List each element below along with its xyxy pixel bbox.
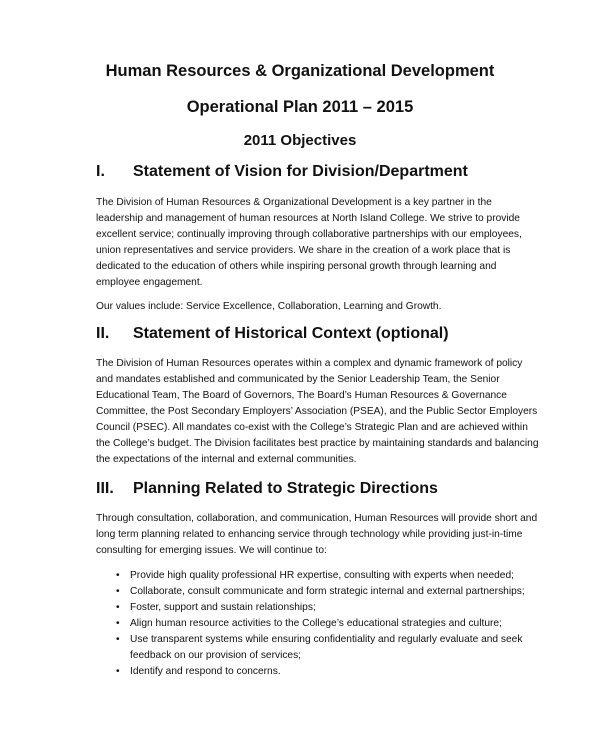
historical-context-paragraph: The Division of Human Resources operates within a complex and dynamic framework of policy and mandates established and communicated by the Senior Leadership Team, the Senior Educational Team, The Board of Governors, The Board’s Human Resources & Governance Committee, the Post Secondary Employers’ Association (PSEA), and the Public Sector Employers Council (PSEC). All mandates co-exist with the College’s Strategic Plan and are achieved within the College’s budget. The Division facilitates best practice by maintaining standards and balancing the expectations of the internal and external communities. xyxy=(96,358,539,465)
section-heading-historical-context xyxy=(96,325,576,343)
section-number: III. xyxy=(96,480,114,497)
list-item: • Provide high quality professional HR expertise, consulting with experts when needed; xyxy=(116,568,556,584)
values-paragraph: Our values include: Service Excellence, Collaboration, Learning and Growth. xyxy=(96,301,442,312)
section-title: Statement of Historical Context (optional) xyxy=(133,325,449,342)
list-item: • Foster, support and sustain relationships; xyxy=(116,600,556,616)
section-heading-strategic-directions xyxy=(96,480,576,498)
list-item: • Collaborate, consult communicate and form strategic internal and external partnerships; xyxy=(116,584,556,600)
document-title-line-1: Human Resources & Organizational Development xyxy=(105,62,495,80)
strategic-directions-list xyxy=(116,568,556,680)
section-title: Statement of Vision for Division/Department xyxy=(133,163,468,180)
section-heading-vision xyxy=(96,163,576,181)
list-item: • Align human resource activities to the College’s educational strategies and culture; xyxy=(116,616,556,632)
section-number: II. xyxy=(96,325,110,342)
list-item: • Use transparent systems while ensuring confidentiality and regularly evaluate and seek feedback on our provision of services; xyxy=(116,632,556,664)
vision-paragraph: The Division of Human Resources & Organizational Development is a key partner in the leadership and management of human resources at North Island College. We strive to provide excellent service; continually improving through collaborative partnerships with our employees, union representatives and service providers. We share in the creation of a work place that is dedicated to the education of others while inspiring personal growth through learning and employee engagement. xyxy=(96,197,522,288)
section-title: Planning Related to Strategic Directions xyxy=(133,480,438,497)
list-item: • Identify and respond to concerns. xyxy=(116,664,556,680)
document-subtitle: 2011 Objectives xyxy=(243,132,357,149)
document-title-line-2: Operational Plan 2011 – 2015 xyxy=(186,98,414,116)
section-number: I. xyxy=(96,163,105,180)
strategic-directions-paragraph: Through consultation, collaboration, and communication, Human Resources will provide short and long term planning related to enhancing service through technology while providing just-in-time consulting for emerging issues. We will continue to: xyxy=(96,513,538,556)
